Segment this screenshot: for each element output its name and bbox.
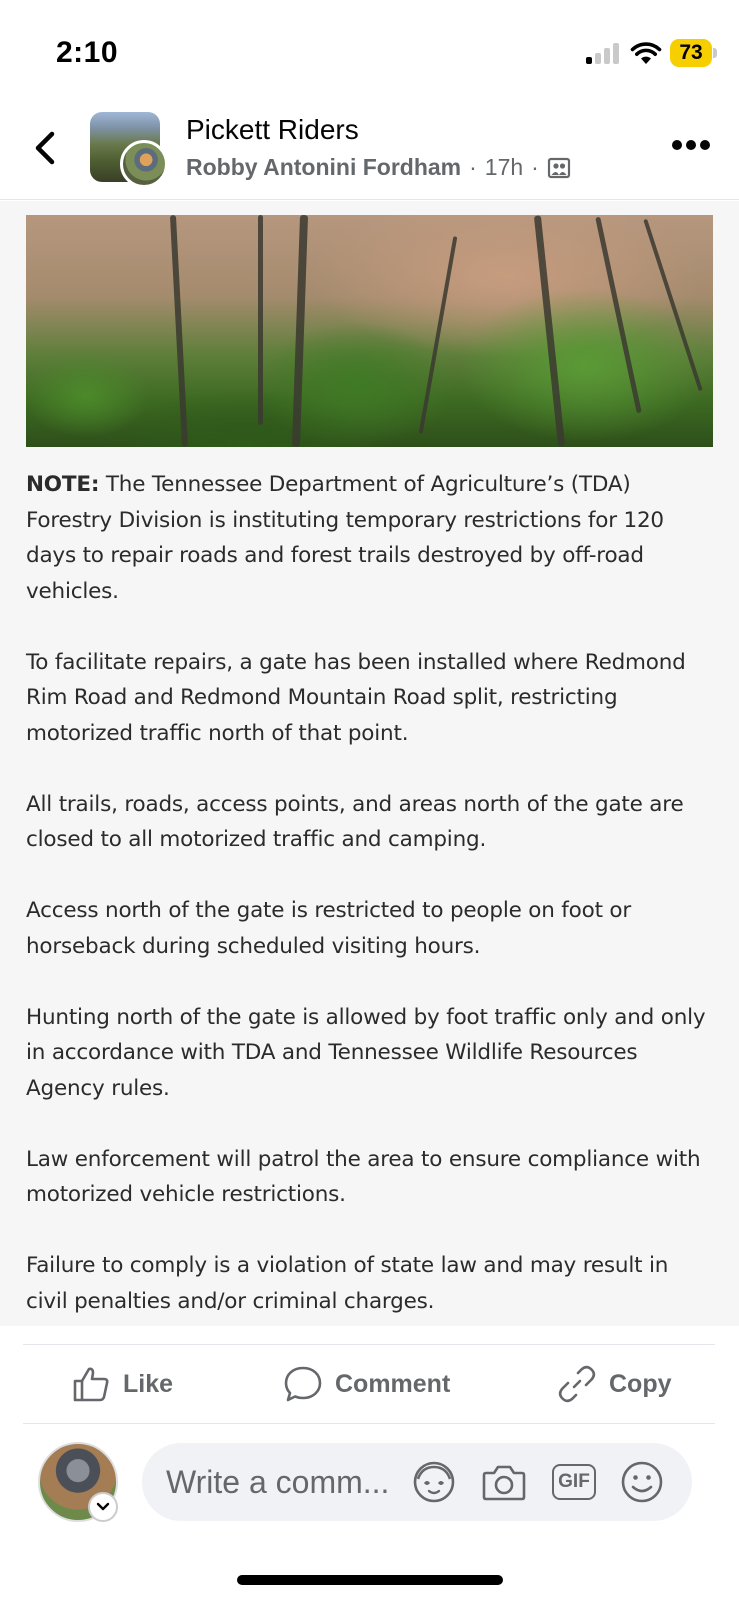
post-forest-image[interactable] xyxy=(26,215,713,447)
comment-input[interactable] xyxy=(166,1443,396,1521)
battery-level: 73 xyxy=(679,41,703,64)
meta-separator: · xyxy=(531,154,539,180)
gif-label: GIF xyxy=(558,1471,590,1492)
like-button[interactable] xyxy=(71,1345,173,1423)
status-bar xyxy=(0,0,739,100)
battery-icon xyxy=(670,39,718,67)
post-content xyxy=(0,201,739,1326)
post-header xyxy=(0,100,739,200)
thumbs-up-icon xyxy=(71,1364,111,1404)
comment-composer xyxy=(0,1426,739,1536)
author-name[interactable]: Robby Antonini Fordham xyxy=(186,154,462,180)
note-label: NOTE: xyxy=(26,472,100,497)
copy-link-button[interactable] xyxy=(557,1345,672,1423)
post-actions-bar xyxy=(23,1344,715,1424)
group-audience-icon xyxy=(547,156,571,180)
gif-button[interactable] xyxy=(550,1459,598,1505)
like-label: Like xyxy=(123,1369,174,1398)
post-paragraph: Law enforcement will patrol the area to ensure compliance with motorized vehicle restrictions. xyxy=(26,1146,701,1207)
post-paragraph: Hunting north of the gate is allowed by foot traffic only and only in accordance with TDA and Tennessee Wildlife Resources Agency rules. xyxy=(26,1004,706,1101)
group-avatar[interactable] xyxy=(90,112,172,184)
comment-bubble-icon xyxy=(283,1364,323,1404)
gif-icon xyxy=(552,1464,596,1500)
post-paragraph: To facilitate repairs, a gate has been installed where Redmond Rim Road and Redmond Mountain Road split, restricting motorized traffic north of that point. xyxy=(26,649,686,746)
chevron-down-icon[interactable] xyxy=(88,1492,118,1522)
camera-icon[interactable] xyxy=(480,1459,528,1505)
copy-label: Copy xyxy=(609,1369,672,1398)
post-paragraph: Failure to comply is a violation of state law and may result in civil penalties and/or criminal charges. xyxy=(26,1253,669,1314)
link-icon xyxy=(557,1364,597,1404)
post-paragraph: Access north of the gate is restricted to people on foot or horseback during scheduled visiting hours. xyxy=(26,898,632,959)
cellular-signal-icon xyxy=(586,42,620,64)
comment-input-box[interactable] xyxy=(142,1443,692,1521)
post-meta xyxy=(186,154,571,181)
post-body-text xyxy=(26,467,716,1355)
home-indicator[interactable] xyxy=(237,1575,503,1585)
comment-label: Comment xyxy=(335,1369,451,1398)
post-timestamp[interactable]: 17h xyxy=(484,154,524,180)
meta-separator: · xyxy=(469,154,477,180)
emoji-icon[interactable] xyxy=(618,1459,666,1505)
back-button[interactable] xyxy=(28,126,64,170)
avatar-sticker-icon[interactable] xyxy=(410,1459,458,1505)
status-time: 2:10 xyxy=(56,36,119,69)
more-options-button[interactable] xyxy=(672,140,710,154)
group-name[interactable]: Pickett Riders xyxy=(186,114,359,145)
author-avatar xyxy=(120,140,168,188)
comment-button[interactable] xyxy=(283,1345,450,1423)
wifi-icon xyxy=(630,40,662,66)
post-paragraph: NOTE: The Tennessee Department of Agriculture’s (TDA) Forestry Division is instituting temporary restrictions for 120 days to repair roads and forest trails destroyed by off-road vehicles. xyxy=(26,472,664,604)
post-paragraph: All trails, roads, access points, and areas north of the gate are closed to all motorized traffic and camping. xyxy=(26,791,684,852)
